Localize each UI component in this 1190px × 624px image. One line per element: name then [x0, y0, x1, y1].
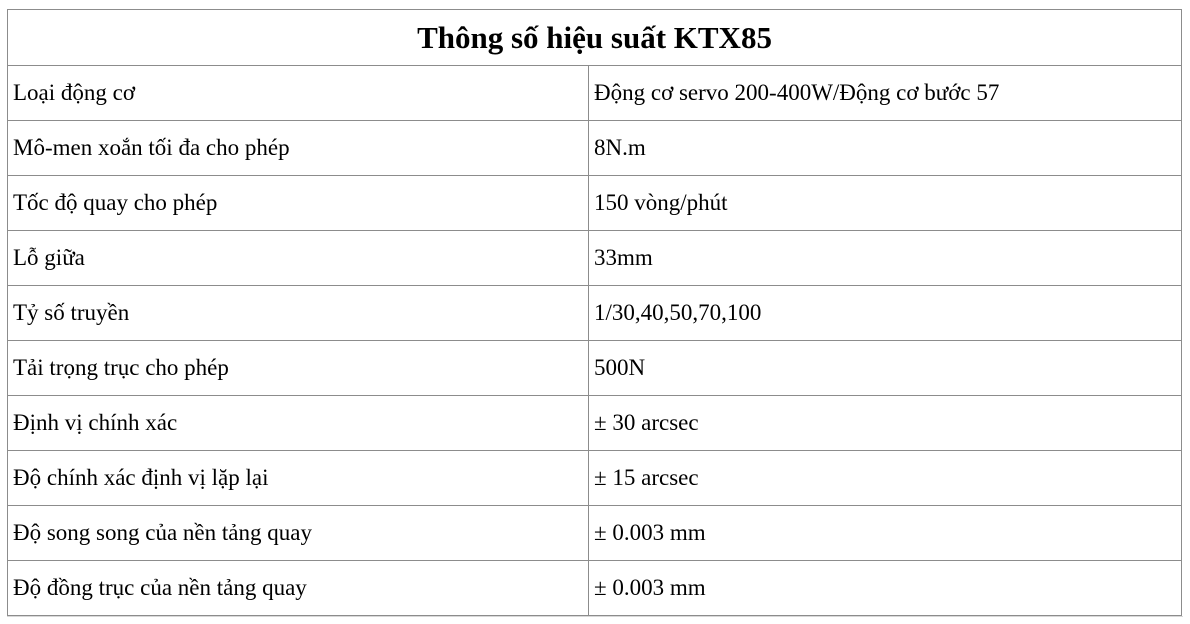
param-cell: Mô-men xoắn tối đa cho phép: [8, 121, 589, 176]
param-cell: Lỗ giữa: [8, 231, 589, 286]
value-cell: 1/30,40,50,70,100: [589, 286, 1182, 341]
table-row: [8, 121, 1182, 176]
param-cell: Độ song song của nền tảng quay: [8, 506, 589, 561]
param-cell: Tốc độ quay cho phép: [8, 176, 589, 231]
value-cell: 150 vòng/phút: [589, 176, 1182, 231]
value-cell: ± 0.003 mm: [589, 506, 1182, 561]
title-row: [8, 10, 1182, 66]
param-cell: Tải trọng trục cho phép: [8, 341, 589, 396]
bottom-divider: [7, 616, 1183, 617]
table-row: [8, 506, 1182, 561]
value-cell: 8N.m: [589, 121, 1182, 176]
value-cell: 33mm: [589, 231, 1182, 286]
table-row: [8, 286, 1182, 341]
param-cell: Loại động cơ: [8, 66, 589, 121]
table-row: [8, 341, 1182, 396]
value-cell: Động cơ servo 200-400W/Động cơ bước 57: [589, 66, 1182, 121]
table-title: Thông số hiệu suất KTX85: [8, 10, 1182, 66]
param-cell: Tỷ số truyền: [8, 286, 589, 341]
spec-table: [7, 9, 1182, 616]
table-row: [8, 451, 1182, 506]
table-row: [8, 176, 1182, 231]
table-row: [8, 231, 1182, 286]
table-row: [8, 561, 1182, 616]
value-cell: ± 15 arcsec: [589, 451, 1182, 506]
value-cell: ± 30 arcsec: [589, 396, 1182, 451]
table-row: [8, 396, 1182, 451]
table-row: [8, 66, 1182, 121]
param-cell: Độ chính xác định vị lặp lại: [8, 451, 589, 506]
value-cell: ± 0.003 mm: [589, 561, 1182, 616]
value-cell: 500N: [589, 341, 1182, 396]
param-cell: Độ đồng trục của nền tảng quay: [8, 561, 589, 616]
param-cell: Định vị chính xác: [8, 396, 589, 451]
